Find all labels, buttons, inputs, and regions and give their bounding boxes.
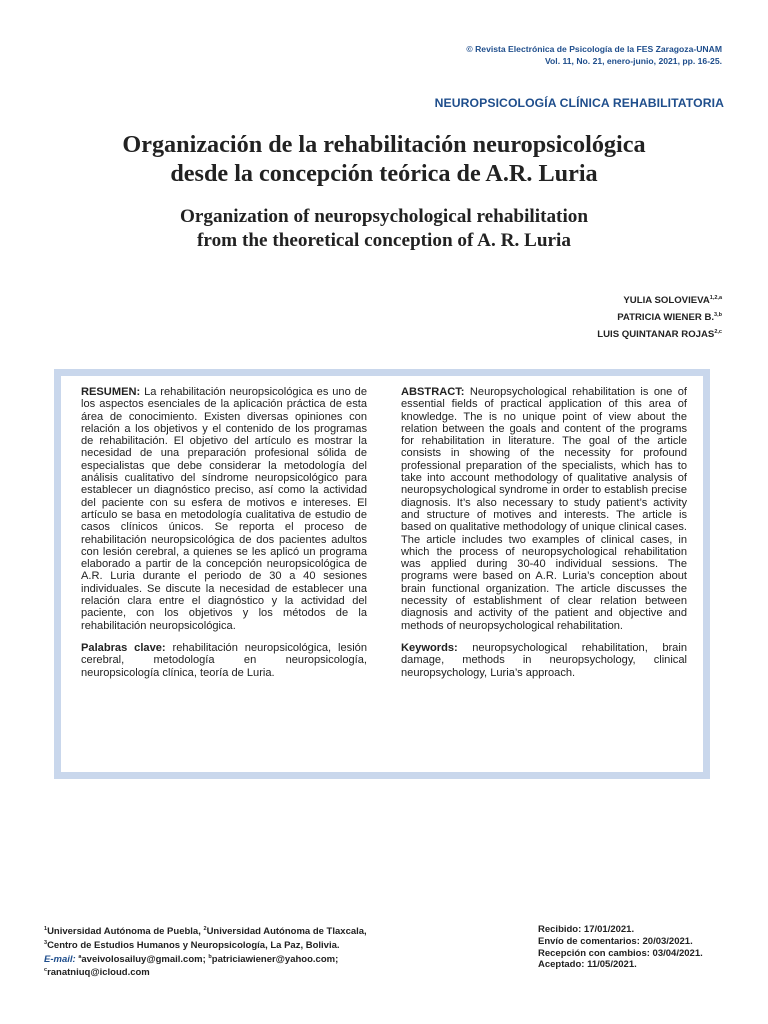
email-mark: a	[78, 953, 82, 960]
palabras-clave-label: Palabras clave:	[81, 641, 166, 654]
keywords-text: neuropsychological rehabilitation, brain damage, methods in neuropsychology, clinical neuropsychology, Luria’s approach.	[401, 641, 687, 679]
email-mark: b	[208, 953, 212, 960]
title-english	[40, 205, 728, 252]
affiliation-line-2	[44, 938, 367, 952]
author-list	[597, 291, 722, 342]
palabras-clave-text: rehabilitación neuropsicológica, lesión cerebral, metodología en neuropsicología, neuropsicología clínica, teoría de Luria.	[81, 641, 367, 679]
author-affiliation-mark: 2,c	[714, 329, 722, 335]
affiliation-mark: 1	[44, 926, 48, 932]
abstract-column	[401, 386, 687, 689]
date-revised: Recepción con cambios: 03/04/2021.	[538, 947, 703, 959]
author-affiliation-mark: 3,b	[714, 312, 722, 318]
affiliation-mark: 2	[203, 926, 207, 932]
email-label: E-mail:	[44, 953, 76, 965]
palabras-clave-paragraph	[81, 642, 367, 679]
journal-header	[466, 44, 722, 67]
journal-line-1: © Revista Electrónica de Psicología de la FES Zaragoza-UNAM	[466, 44, 722, 54]
email-line-2	[44, 965, 367, 979]
author-name: LUIS QUINTANAR ROJAS	[597, 329, 715, 340]
title-spanish-line-2: desde la concepción teórica de A.R. Luria	[170, 160, 598, 187]
author-name: PATRICIA WIENER B.	[617, 312, 715, 323]
date-accepted: Aceptado: 11/05/2021.	[538, 959, 637, 971]
affiliation-text: Universidad Autónoma de Puebla,	[47, 926, 204, 937]
resumen-label: RESUMEN:	[81, 386, 141, 398]
article-dates	[538, 924, 703, 971]
abstract-text: Neuropsychological rehabilitation is one of essential fields of practical application of this area of knowledge. The is no unique point of view about the relation between the goals and content of the programs for rehabilitation in literature. The goal of the article consists in showing of the necessity for profound professional preparation of the specialists, which has to take into account methodology of qualitative analysis of neuropsychological syndrome in order to establish precise diagnosis. It’s also necessary to study patient’s activity and structure of motives and interests. The article is based on qualitative methodology of unique clinical cases. The article includes two examples of clinical cases, in which the process of neuropsychological rehabilitation was applied during 30-40 individual sessions. The programs were based on A.R. Luria’s conception about brain functional organization. The article discusses the necessity of establishment of clear relation between diagnosis and activity of the patient and objective and methods of neuropsychological rehabilitation.	[401, 386, 687, 632]
section-heading: NEUROPSICOLOGÍA CLÍNICA REHABILITATORIA	[434, 96, 724, 110]
resumen-paragraph	[81, 386, 367, 632]
author-affiliation-mark: 1,2,a	[709, 295, 722, 301]
author	[597, 325, 722, 342]
abstract-label: ABSTRACT:	[401, 386, 465, 398]
affiliation-line-1	[44, 924, 367, 938]
keywords-paragraph	[401, 642, 687, 679]
email-link[interactable]: aveivolosailuy@gmail.com;	[81, 953, 209, 965]
title-spanish	[40, 130, 728, 188]
title-spanish-line-1: Organización de la rehabilitación neuropsicológica	[122, 131, 646, 158]
title-english-line-1: Organization of neuropsychological rehabilitation	[179, 206, 589, 227]
email-link[interactable]: ranatniuq@icloud.com	[47, 967, 150, 979]
email-link[interactable]: patriciawiener@yahoo.com;	[211, 953, 339, 965]
date-received: Recibido: 17/01/2021.	[538, 924, 635, 935]
date-comments: Envío de comentarios: 20/03/2021.	[538, 935, 693, 947]
resumen-column	[81, 386, 367, 689]
affiliation-text: Centro de Estudios Humanos y Neuropsicología, La Paz, Bolivia.	[47, 939, 340, 951]
email-mark: c	[44, 967, 48, 974]
abstract-box	[54, 369, 710, 779]
author	[597, 291, 722, 308]
affiliation-mark: 3	[44, 939, 48, 946]
author	[597, 308, 722, 325]
affiliations	[44, 924, 367, 979]
abstract-paragraph	[401, 386, 687, 632]
keywords-label: Keywords:	[401, 641, 458, 654]
title-english-line-2: from the theoretical conception of A. R. Luria	[197, 229, 571, 251]
author-name: YULIA SOLOVIEVA	[623, 295, 710, 306]
resumen-text: La rehabilitación neuropsicológica es uno de los aspectos esenciales de la aplicación práctica de esta área de conocimiento. Existen diversas opiniones con relación a los objetivos y el contenido de los programas de rehabilitación. El objetivo del artículo es mostrar la necesidad de una preparación profesional sólida de especialistas que debe considerar la metodología del análisis cualitativo del síndrome neuropsicológico para establecer un diagnóstico preciso, así como la actividad del paciente con su esfera de motivos e intereses. El artículo se basa en metodología cualitativa de estudio de casos clínicos únicos. Se reporta el proceso de rehabilitación neuropsicológica de dos pacientes adultos con lesión cerebral, a quienes se les aplicó un programa elaborado a partir de la concepción neuropsicológica de A.R. Luria durante el periodo de 30 a 40 sesiones individuales. Se discute la necesidad de establecer una relación clara entre el diagnóstico y la actividad del paciente, con los objetivos y los métodos de la rehabilitación neuropsicológica.	[81, 386, 367, 632]
journal-line-2: Vol. 11, No. 21, enero-junio, 2021, pp. 16-25.	[544, 55, 722, 66]
affiliation-text: Universidad Autónoma de Tlaxcala,	[206, 926, 367, 937]
email-line	[44, 952, 367, 966]
